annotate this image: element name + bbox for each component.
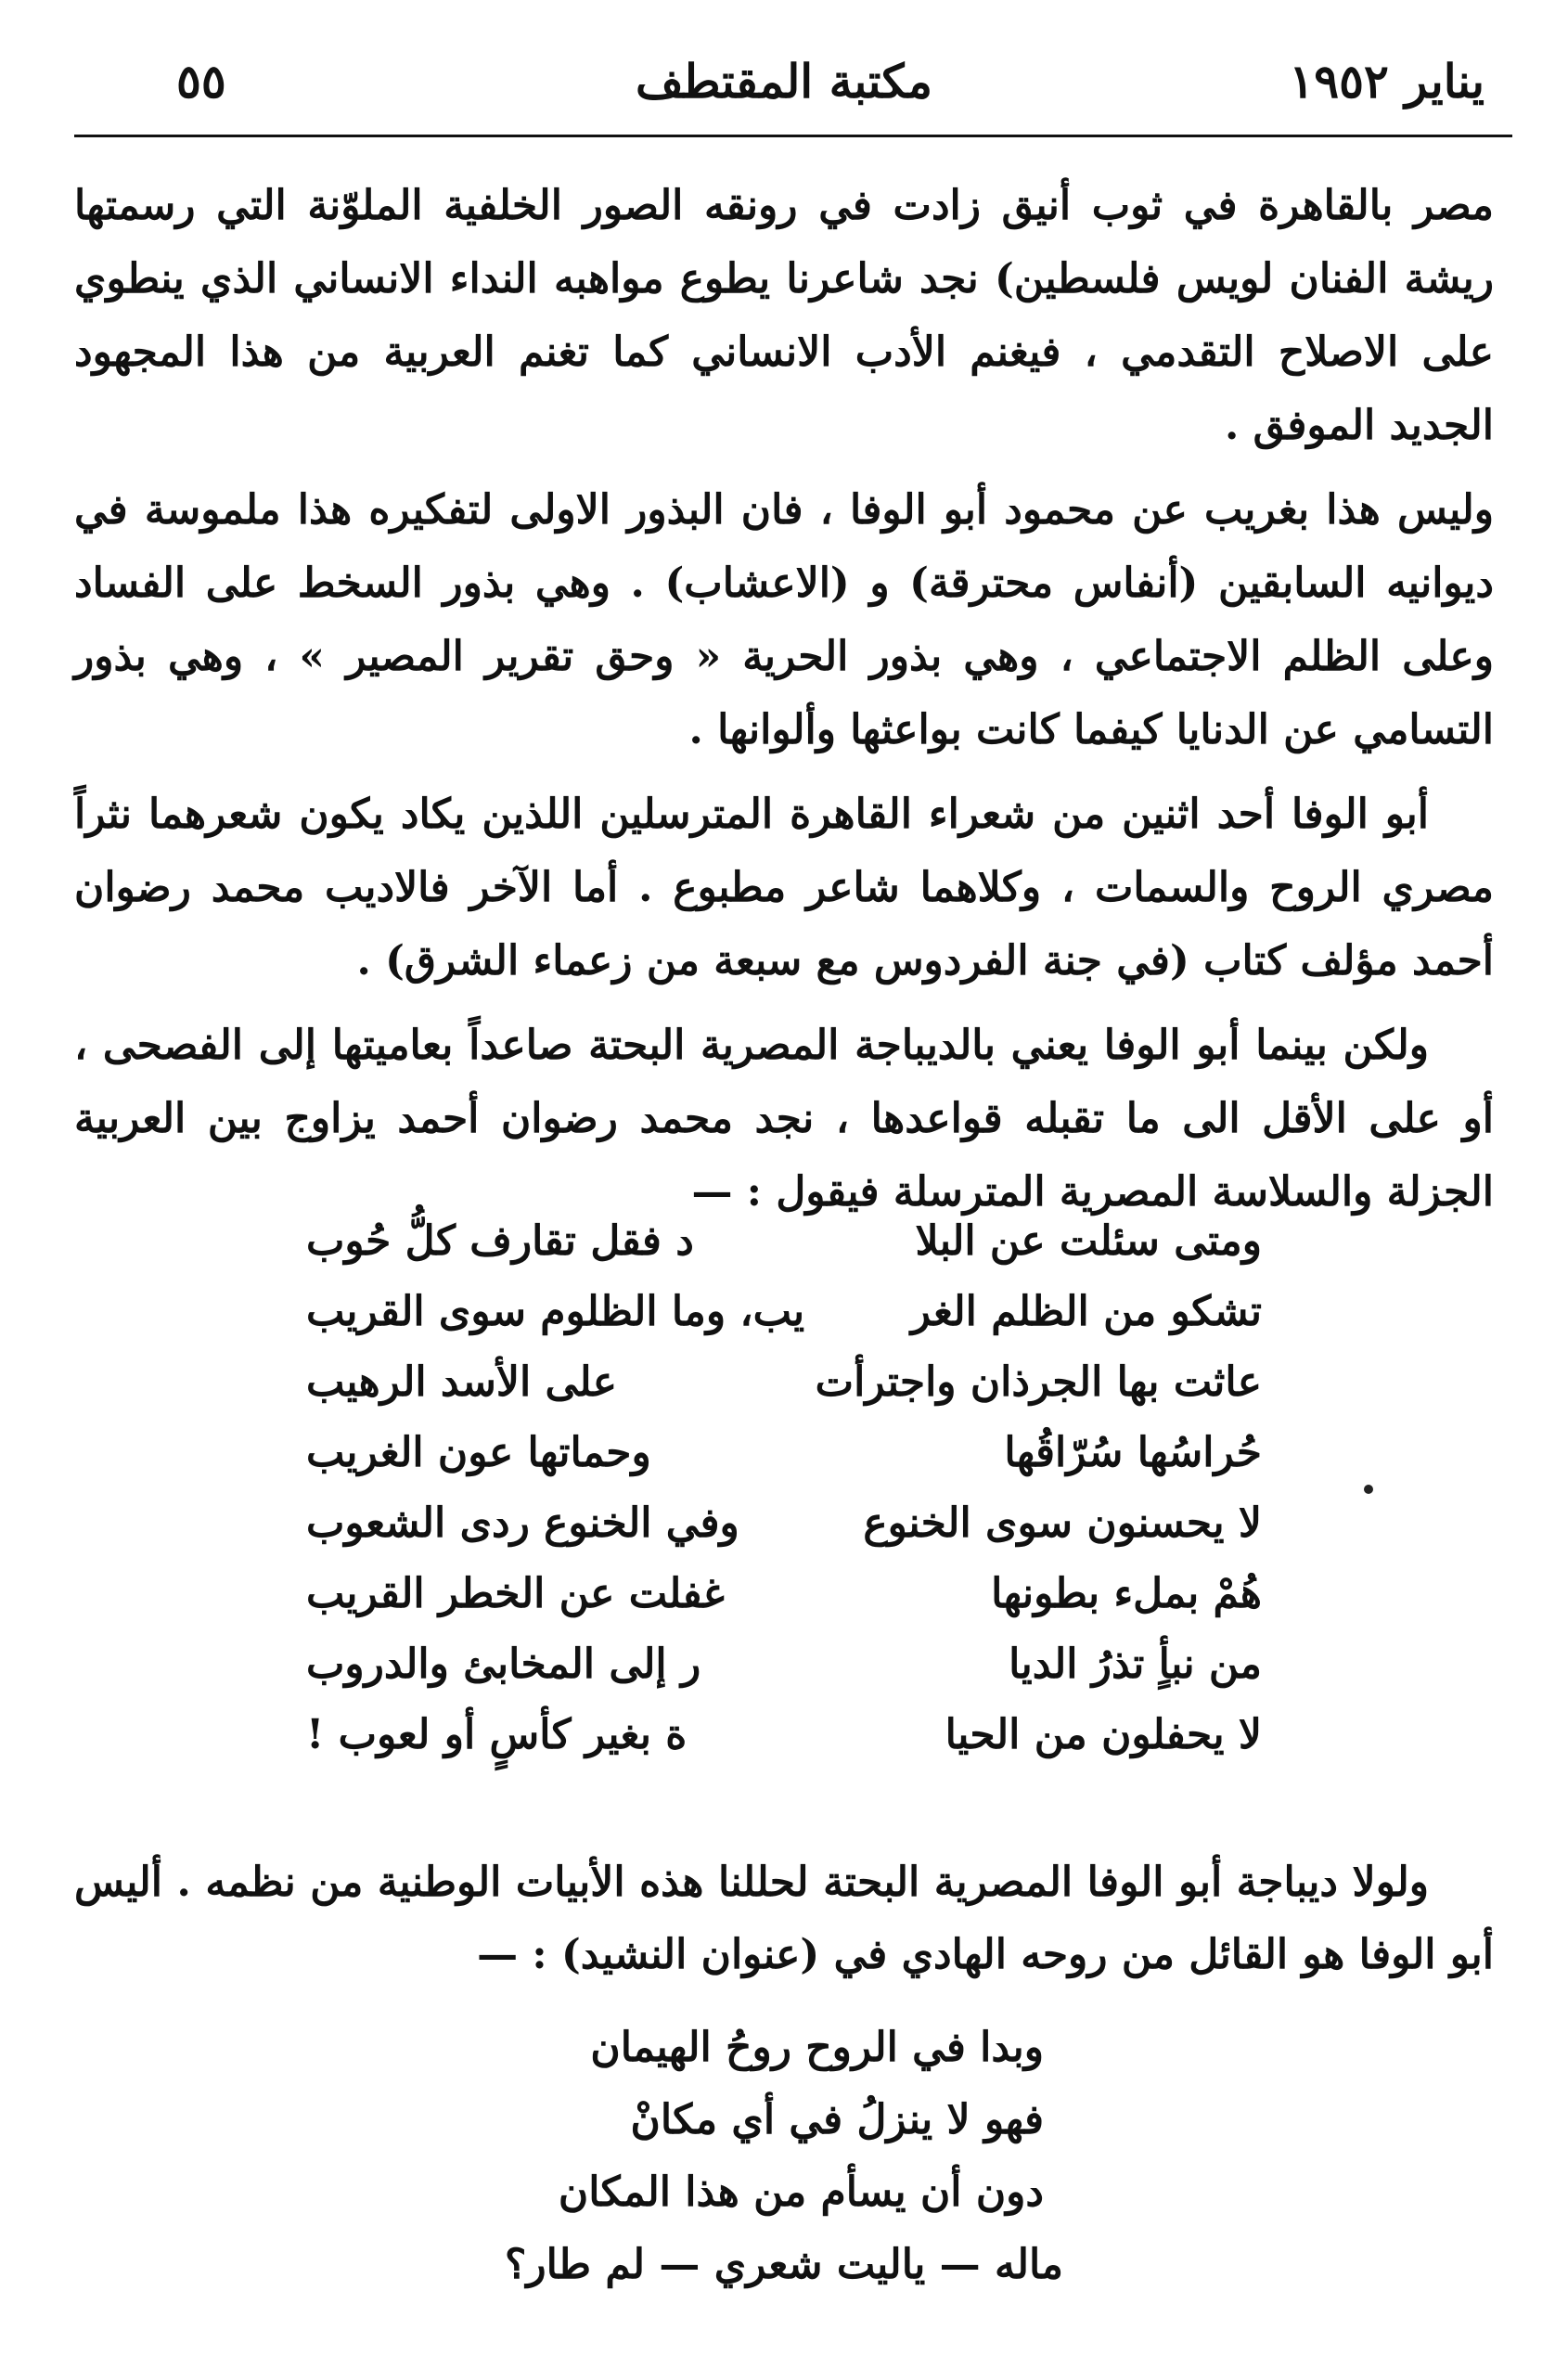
hemistich-first: لا يحفلون من الحيا [945,1711,1262,1758]
poem-verse [306,1488,1262,1559]
print-speck [1364,1485,1373,1494]
hemistich-first: لا يحسنون سوى الخنوع [863,1499,1262,1547]
header-date: يناير ١٩٥٢ [1289,54,1484,109]
poem-line [0,2012,1568,2084]
header-title: مكتبة المقتطف [636,54,932,109]
hemistich-first: تشكو من الظلم الغر [910,1288,1262,1335]
hemistich-second: وحماتها عون الغريب [306,1429,651,1476]
hemistich-second: د فقل تقارف كلُّ حُوب [306,1217,694,1265]
hemistich-second: غفلت عن الخطر القريب [306,1570,725,1617]
header-rule [74,135,1512,137]
poem-verses [306,1206,1262,1770]
hemistich-first: حُراسُها سُرّاقُها [1004,1429,1262,1476]
poem-verse [306,1277,1262,1347]
poem-verse [306,1559,1262,1629]
hemistich-first: هُمْ بملء بطونها [991,1570,1262,1617]
paragraph: ولولا ديباجة أبو الوفا المصرية البحتة لحللنا هذه الأبيات الوطنية من نظمه . أليس أبو الوفا هو القائل من روحه الهادي في (عنوان النشيد) : — [74,1859,1494,1978]
poem-verse [306,1347,1262,1418]
poem-song [0,2012,1568,2301]
hemistich-first: من نبأٍ تذرُ الديا [1009,1641,1262,1688]
poem-verse [306,1700,1262,1770]
paragraph: وليس هذا بغريب عن محمود أبو الوفا ، فان البذور الاولى لتفكيره هذا ملموسة في ديوانيه السابقين (أنفاس محترقة) و (الاعشاب) . وهي بذور السخط على الفساد وعلى الظلم الاجتماعي ، وهي بذور الحرية « وحق تقرير المصير » ، وهي بذور التسامي عن الدنايا كيفما كانت بواعثها وألوانها . [74,486,1495,753]
poem-verse [306,1418,1262,1488]
paragraph: مصر بالقاهرة في ثوب أنيق زادت في رونقه الصور الخلفية الملوّنة التي رسمتها ريشة الفنان لويس فلسطين) نجد شاعرنا يطوع مواهبه النداء الانساني الذي ينطوي على الاصلاح التقدمي ، فيغنم الأدب الانساني كما تغنم العربية من هذا المجهود الجديد الموفق . [74,182,1494,449]
running-header [56,35,1512,128]
body-text-continued [74,1847,1494,1991]
hemistich-second: على الأسد الرهيب [306,1358,618,1406]
hemistich-second: وفي الخنوع ردى الشعوب [306,1499,739,1547]
poem-line [0,2156,1568,2229]
poem-line-text: دون أن يسأم من هذا المكان [558,2169,1044,2216]
hemistich-second: ر إلى المخابئ والدروب [306,1641,701,1688]
poem-line [0,2229,1568,2301]
paragraph: ولكن بينما أبو الوفا يعني بالديباجة المصرية البحتة صاعداً بعاميتها إلى الفصحى ، أو على الأقل الى ما تقبله قواعدها ، نجد محمد رضوان أحمد يزاوج بين العربية الجزلة والسلاسة المصرية المترسلة فيقول : — [74,1022,1494,1216]
paragraph: أبو الوفا أحد اثنين من شعراء القاهرة المترسلين اللذين يكاد يكون شعرهما نثراً مصري الروح والسمات ، وكلاهما شاعر مطبوع . أما الآخر فالاديب محمد رضوان أحمد مؤلف كتاب (في جنة الفردوس مع سبعة من زعماء الشرق) . [74,791,1494,985]
poem-line [0,2084,1568,2156]
poem-verse [306,1206,1262,1277]
hemistich-second: يب، وما الظلوم سوى القريب [306,1288,805,1335]
poem-line-text: وبدا في الروح روحُ الهيمان [590,2024,1044,2071]
hemistich-second: ة بغير كأسٍ أو لعوب ! [306,1711,688,1758]
hemistich-first: ومتى سئلت عن البلا [915,1217,1262,1265]
page-number: ٥٥ [176,54,226,109]
poem-line-text: ماله — ياليت شعري — لم طار؟ [505,2241,1063,2288]
body-text [74,169,1494,1240]
poem-verse [306,1629,1262,1700]
poem-line-text: فهو لا ينزلُ في أي مكانْ [630,2096,1044,2143]
hemistich-first: عاثت بها الجرذان واجترأت [815,1358,1262,1406]
